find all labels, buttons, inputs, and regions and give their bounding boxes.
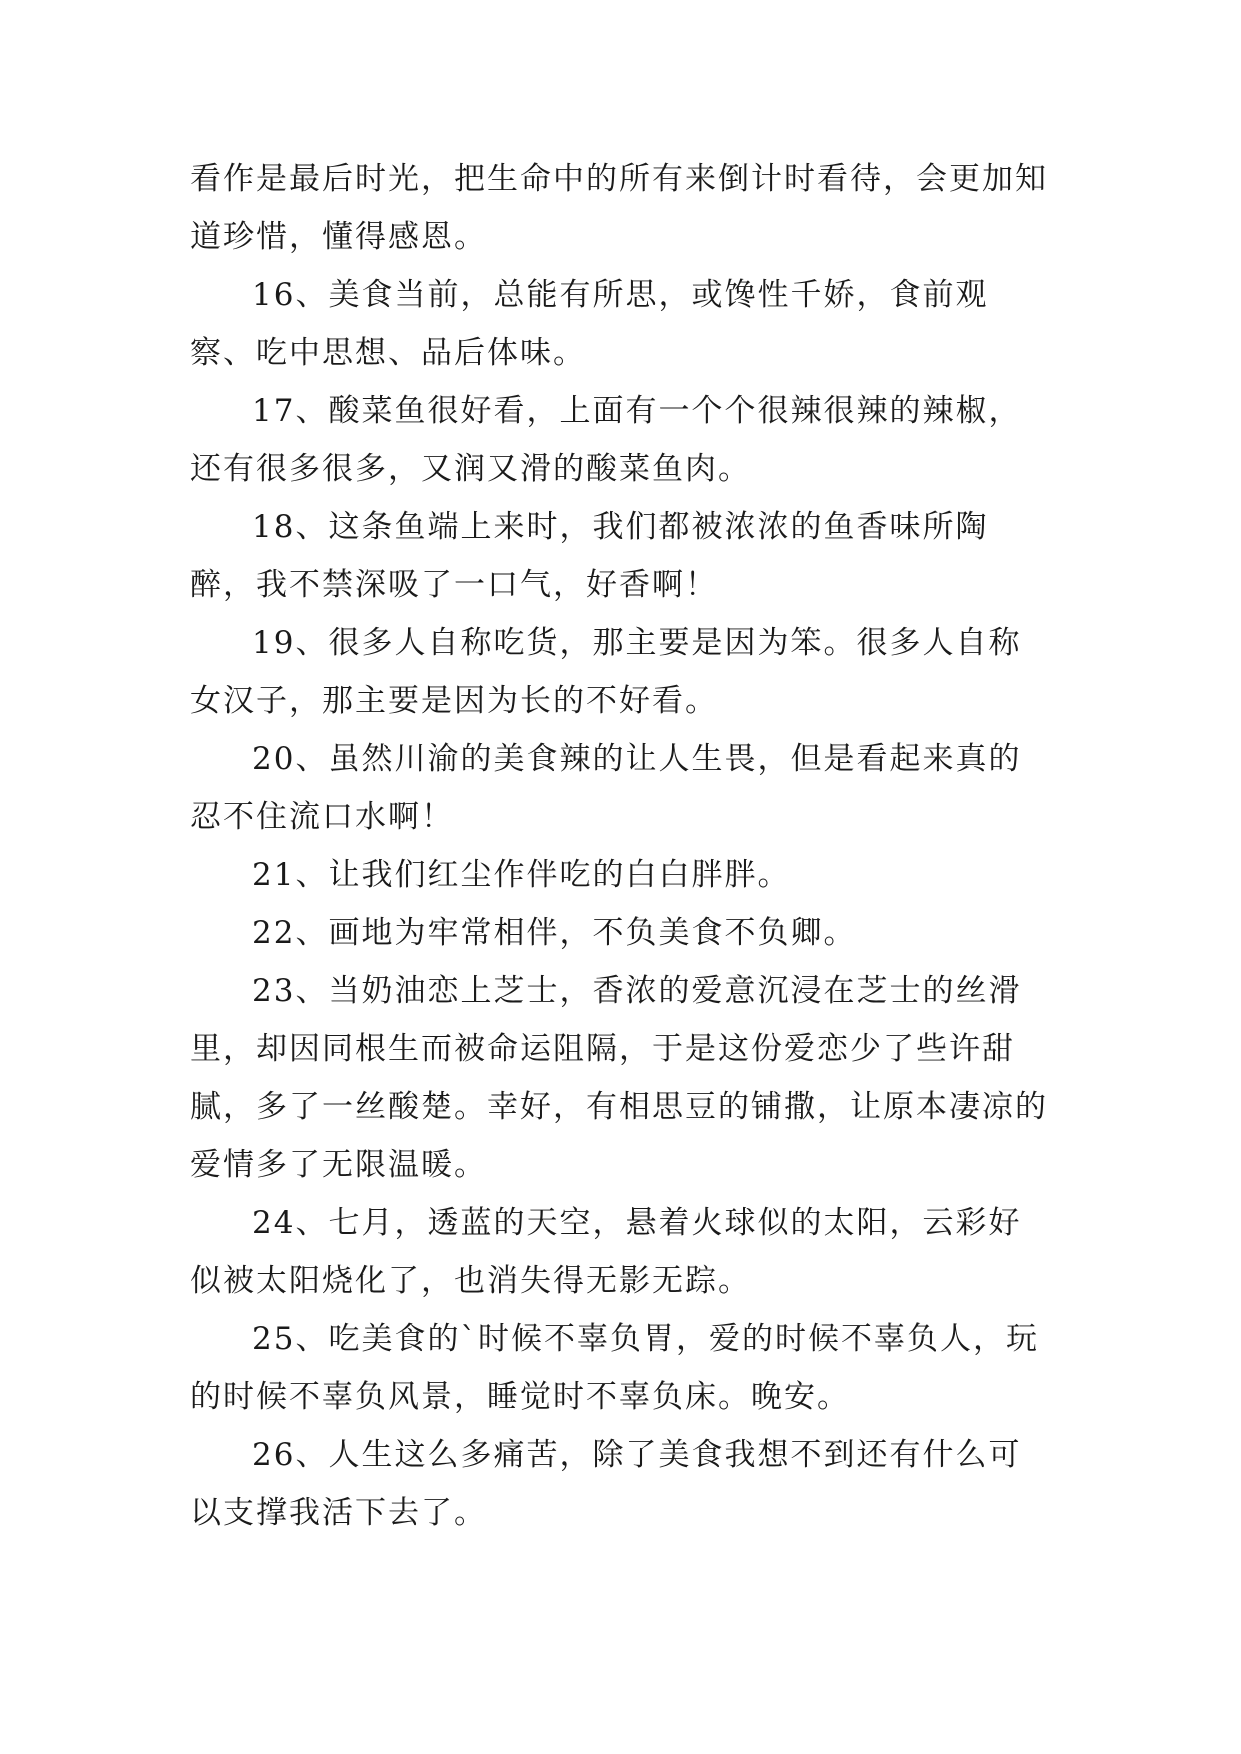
paragraph-24: 24、七月，透蓝的天空，悬着火球似的太阳，云彩好似被太阳烧化了，也消失得无影无踪。 — [190, 1205, 1022, 1299]
paragraph-23: 23、当奶油恋上芝士，香浓的爱意沉浸在芝士的丝滑里，却因同根生而被命运阻隔，于是这份爱恋少了些许甜腻，多了一丝酸楚。幸好，有相思豆的铺撒，让原本凄凉的爱情多了无限温暖。 — [190, 973, 1048, 1183]
paragraph-22: 22、画地为牢常相伴，不负美食不负卿。 — [252, 915, 857, 951]
paragraph-20: 20、虽然川渝的美食辣的让人生畏，但是看起来真的忍不住流口水啊！ — [190, 741, 1022, 835]
paragraph-continued: 看作是最后时光，把生命中的所有来倒计时看待，会更加知道珍惜，懂得感恩。 — [190, 161, 1048, 255]
paragraph-18: 18、这条鱼端上来时，我们都被浓浓的鱼香味所陶醉，我不禁深吸了一口气，好香啊！ — [190, 509, 989, 603]
paragraph-17: 17、酸菜鱼很好看，上面有一个个很辣很辣的辣椒，还有很多很多，又润又滑的酸菜鱼肉。 — [190, 393, 1022, 487]
paragraph-19: 19、很多人自称吃货，那主要是因为笨。很多人自称女汉子，那主要是因为长的不好看。 — [190, 625, 1022, 719]
paragraph-25: 25、吃美食的`时候不辜负胃，爱的时候不辜负人，玩的时候不辜负风景，睡觉时不辜负床。晚安。 — [190, 1321, 1039, 1415]
paragraph-16: 16、美食当前，总能有所思，或馋性千娇，食前观察、吃中思想、品后体味。 — [190, 277, 989, 371]
paragraph-21: 21、让我们红尘作伴吃的白白胖胖。 — [252, 857, 791, 893]
paragraph-26: 26、人生这么多痛苦，除了美食我想不到还有什么可以支撑我活下去了。 — [190, 1437, 1022, 1531]
body-text — [190, 150, 1050, 1542]
